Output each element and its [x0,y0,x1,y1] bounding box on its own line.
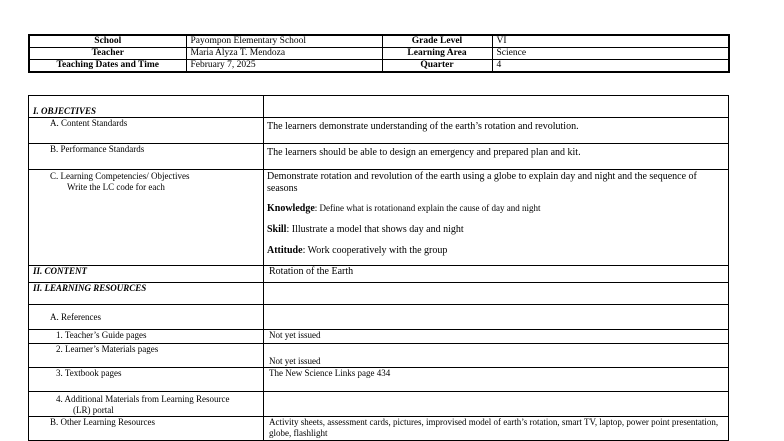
area-label: Learning Area [382,48,492,60]
resources-heading: II. LEARNING RESOURCES [33,283,147,293]
area-value: Science [492,48,729,60]
objectives-heading: I. OBJECTIVES [33,106,97,116]
competency-label: C. Learning Competencies/ Objectives [50,171,190,181]
skill-value: : Illustrate a model that shows day and night [286,224,464,235]
dates-value: February 7, 2025 [186,60,382,73]
content-value: Rotation of the Earth [269,266,354,277]
performance-standards-label: B. Performance Standards [50,144,145,154]
textbook-label: 3. Textbook pages [56,368,122,378]
performance-standards-value: The learners should be able to design an emergency and prepared plan and kit. [267,147,581,158]
school-value: Payompon Elementary School [186,35,382,48]
header-row-dates [29,60,729,73]
table-row [29,266,729,283]
knowledge-label: Knowledge [267,203,315,214]
other-resources-label: B. Other Learning Resources [50,417,155,427]
school-label: School [29,35,186,48]
quarter-label: Quarter [382,60,492,73]
knowledge-line [267,202,725,215]
table-row [29,144,729,170]
table-row [29,283,729,305]
header-row-teacher [29,48,729,60]
header-table [28,34,730,73]
knowledge-value: : Define what is rotationand explain the cause of day and night [314,203,541,213]
textbook-value: The New Science Links page 434 [269,368,391,378]
competency-sub-label: Write the LC code for each [67,182,165,192]
attitude-value: : Work cooperatively with the group [302,245,448,256]
table-row [29,96,729,118]
table-row [29,368,729,392]
attitude-label: Attitude [267,245,303,256]
teachers-guide-label: 1. Teacher’s Guide pages [56,330,147,340]
skill-line [267,224,725,236]
header-row-school [29,35,729,48]
content-heading: II. CONTENT [33,266,88,276]
lr-portal-label: 4. Additional Materials from Learning Resource [56,394,230,404]
table-row [29,305,729,330]
content-standards-value: The learners demonstrate understanding of the earth’s rotation and revolution. [267,121,579,132]
content-standards-label: A. Content Standards [50,118,128,128]
table-row [29,330,729,344]
table-row [29,417,729,441]
competency-value: Demonstrate rotation and revolution of the earth using a globe to explain day and night and the sequence of seasons [267,171,697,194]
table-row [29,170,729,266]
lr-portal-label-cont: (LR) portal [73,405,114,415]
lesson-plan-table [28,95,729,441]
other-resources-value: Activity sheets, assessment cards, pictures, improvised model of earth’s rotation, smart TV, laptop, power point presentation, globe, flashlight [269,417,719,438]
learners-materials-label: 2. Learner’s Materials pages [56,344,159,354]
teachers-guide-value: Not yet issued [269,330,321,340]
skill-label: Skill [267,224,287,235]
references-label: A. References [50,311,101,322]
grade-value: VI [492,35,729,48]
attitude-line [267,245,725,257]
teacher-value: Maria Alyza T. Mendoza [186,48,382,60]
dates-label: Teaching Dates and Time [29,60,186,73]
table-row [29,344,729,368]
quarter-value: 4 [492,60,729,73]
table-row [29,392,729,417]
grade-label: Grade Level [382,35,492,48]
table-row [29,118,729,144]
learners-materials-value: Not yet issued [269,356,321,366]
teacher-label: Teacher [29,48,186,60]
